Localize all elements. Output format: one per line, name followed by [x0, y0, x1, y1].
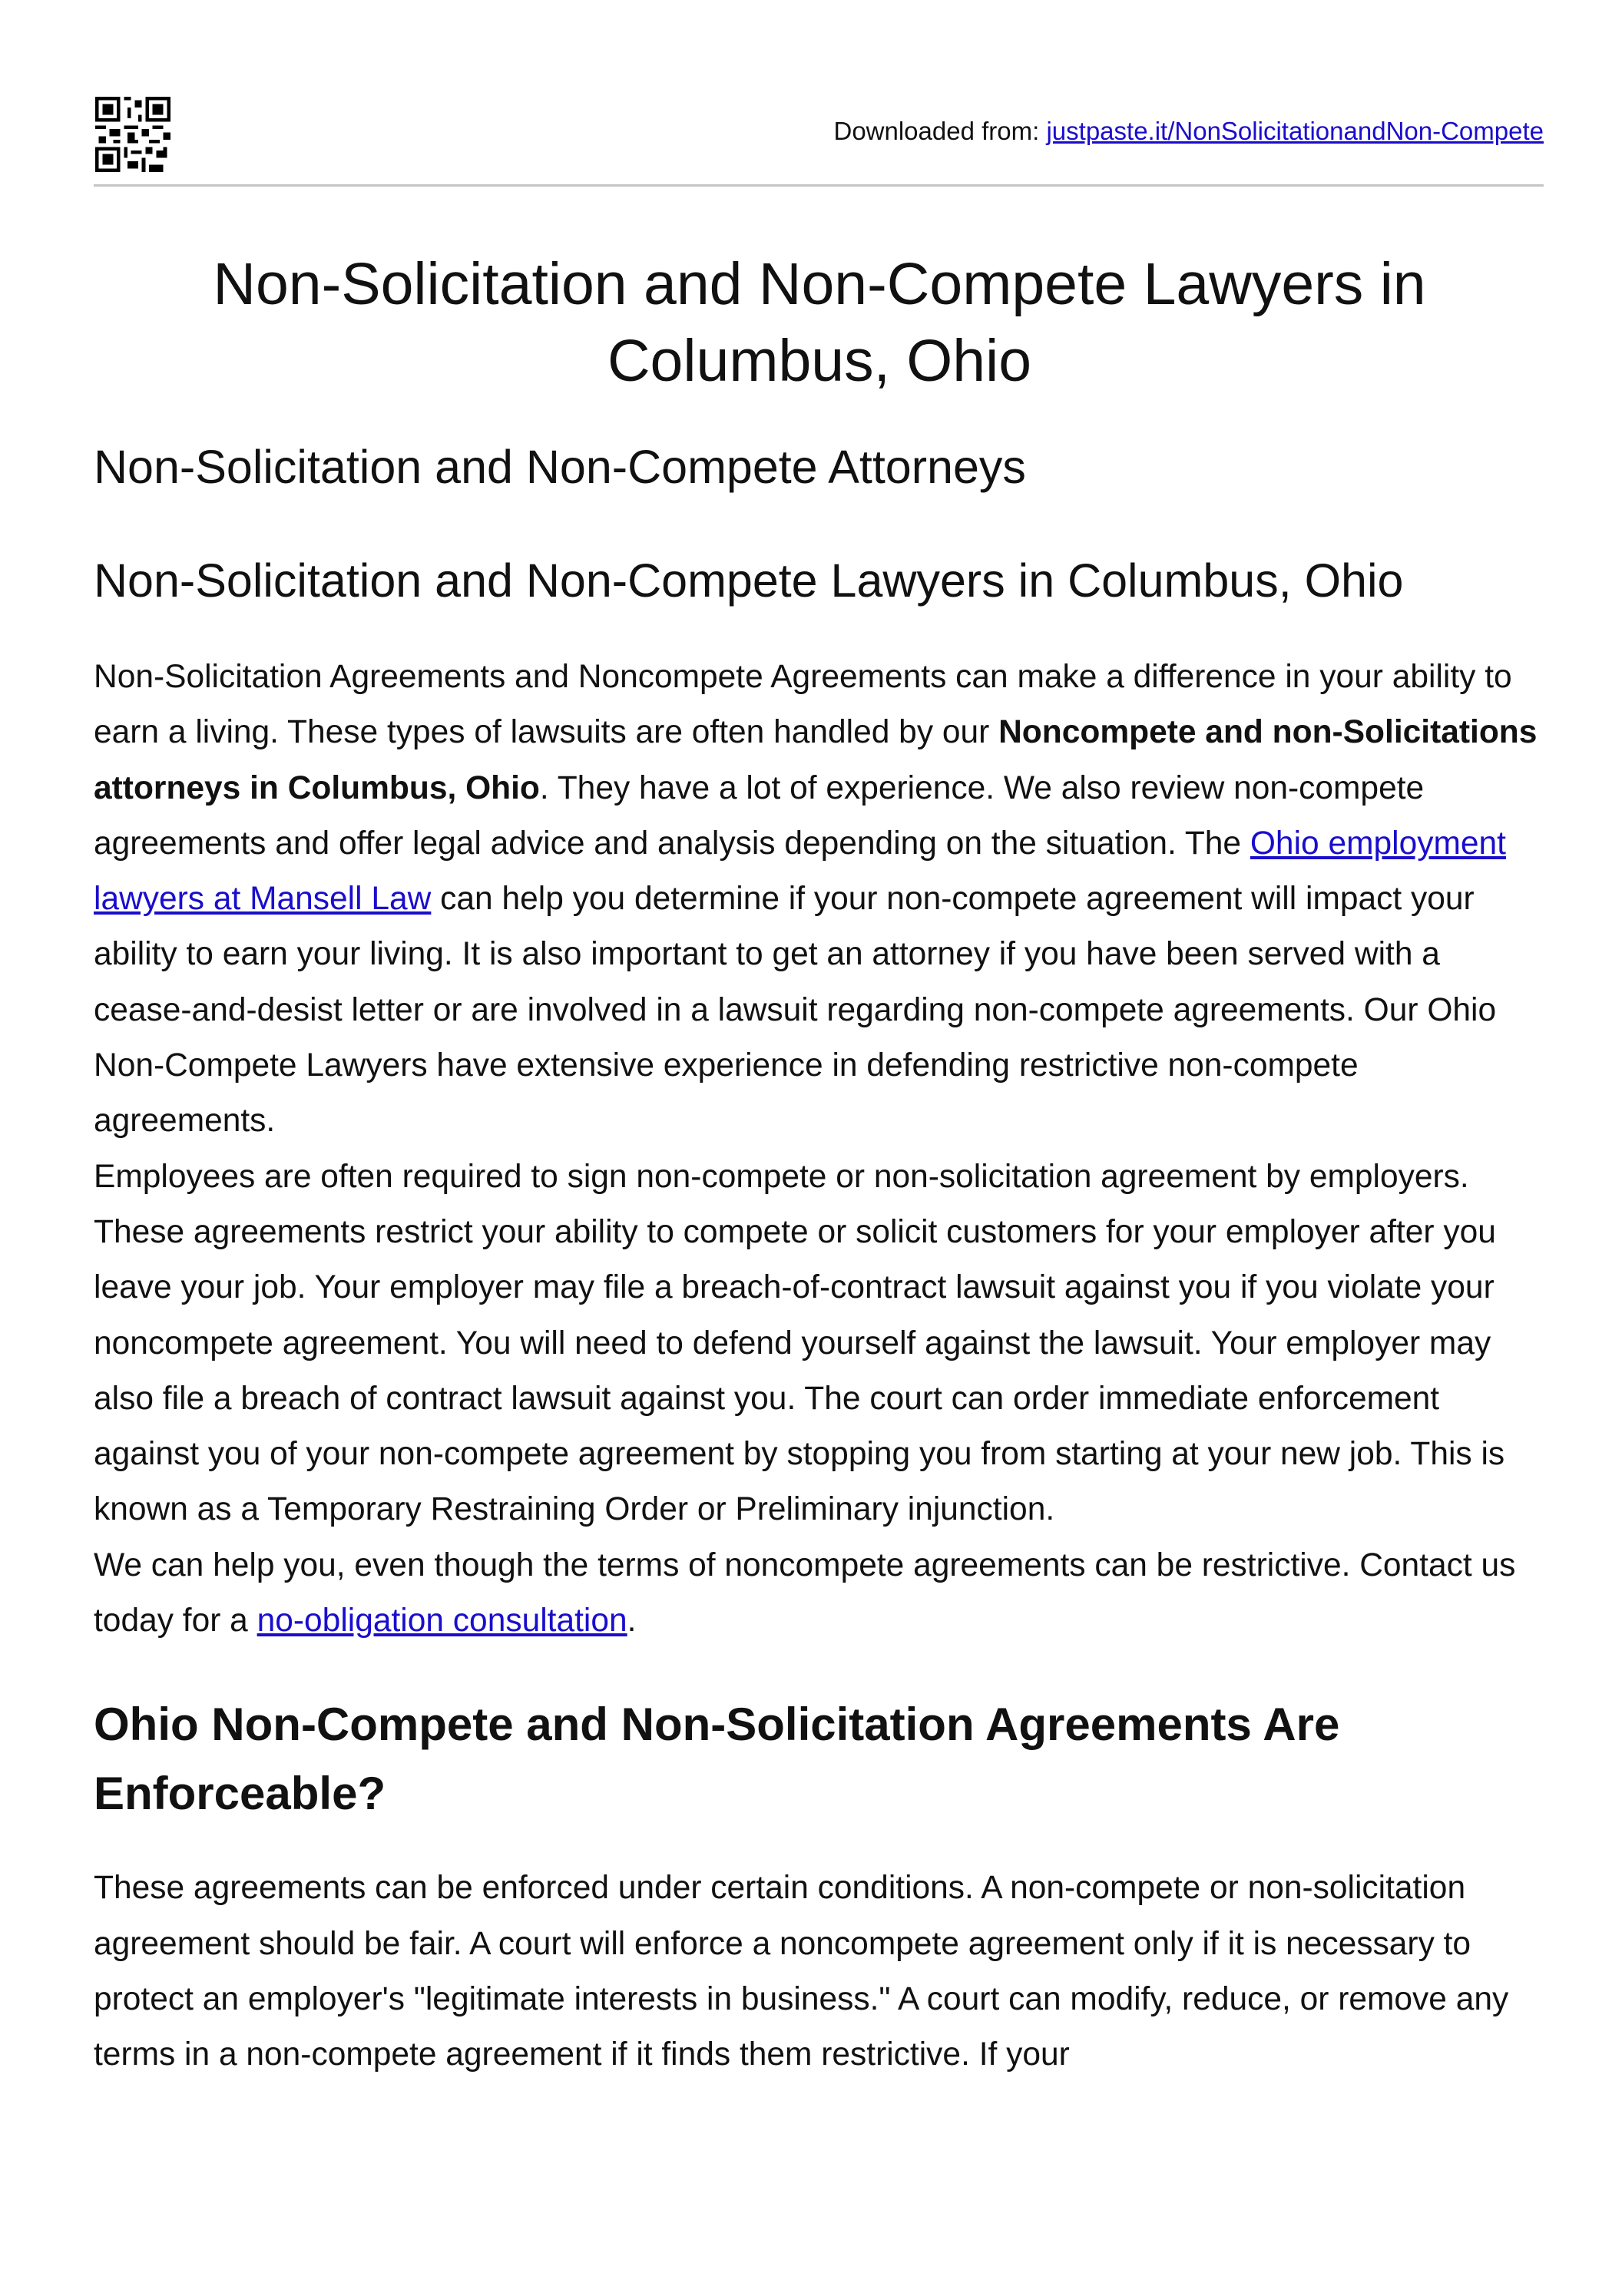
- qr-code-icon: [95, 97, 170, 172]
- page-title: Non-Solicitation and Non-Compete Lawyers in Columbus, Ohio: [213, 251, 1426, 394]
- paragraph-intro: [94, 650, 1545, 1150]
- subheading-attorneys: Non-Solicitation and Non-Compete Attorneys: [94, 441, 1026, 493]
- text: Non-Solicitation Agreements and Noncompete Agreements can make a difference in your ability to earn a living. These types of lawsuits are often handled by our: [94, 659, 1512, 751]
- text: We can help you, even though the terms of noncompete agreements can be restrictive. Contact us today for a: [94, 1547, 1516, 1639]
- section-heading-enforceable: Ohio Non-Compete and Non-Solicitation Agreements Are Enforceable?: [94, 1699, 1340, 1820]
- download-source: [833, 117, 1544, 146]
- paragraph-enforcement: These agreements can be enforced under certain conditions. A non-compete or non-solicitation agreement should be fair. A court will enforce a noncompete agreement only if it is necessary to protect an employer's "legitimate interests in business." A court can modify, reduce, or remove any terms in a non-compete agreement if it finds them restrictive. If your: [94, 1870, 1509, 2073]
- downloaded-from-label: Downloaded from:: [833, 117, 1047, 145]
- mansell-law-link[interactable]: Ohio employment lawyers at Mansell Law: [94, 825, 1506, 918]
- source-link[interactable]: justpaste.it/NonSolicitationandNon-Compete: [1046, 117, 1544, 145]
- paragraph-employees: Employees are often required to sign non-compete or non-solicitation agreement by employers. These agreements restrict your ability to compete or solicit customers for your employer after you leave your job. Your employer may file a breach-of-contract lawsuit against you if you violate your noncompete agreement. You will need to defend yourself against the lawsuit. Your employer may also file a breach of contract lawsuit against you. The court can order immediate enforcement against you of your non-compete agreement by stopping you from starting at your new job. This is known as a Temporary Restraining Order or Preliminary injunction.: [94, 1158, 1505, 1528]
- text: can help you determine if your non-compete agreement will impact your ability to earn your living. It is also important to get an attorney if you have been served with a cease-and-desist letter or are involved in a lawsuit regarding non-compete agreements. Our Ohio Non-Compete Lawyers have extensive experience in defending restrictive non-compete agreements.: [94, 881, 1497, 1140]
- text: .: [627, 1603, 637, 1639]
- subheading-lawyers: Non-Solicitation and Non-Compete Lawyers in Columbus, Ohio: [94, 554, 1404, 607]
- header-divider: [94, 184, 1544, 187]
- bold-text: Noncompete and non-Solicitations attorneys in Columbus, Ohio: [94, 714, 1538, 806]
- consultation-link[interactable]: no-obligation consultation: [257, 1603, 627, 1639]
- text: . They have a lot of experience. We also review non-compete agreements and offer legal advice and analysis depending on the situation. The: [94, 769, 1425, 862]
- document-body: [94, 246, 1545, 2083]
- paragraph-contact: [94, 1538, 1545, 1649]
